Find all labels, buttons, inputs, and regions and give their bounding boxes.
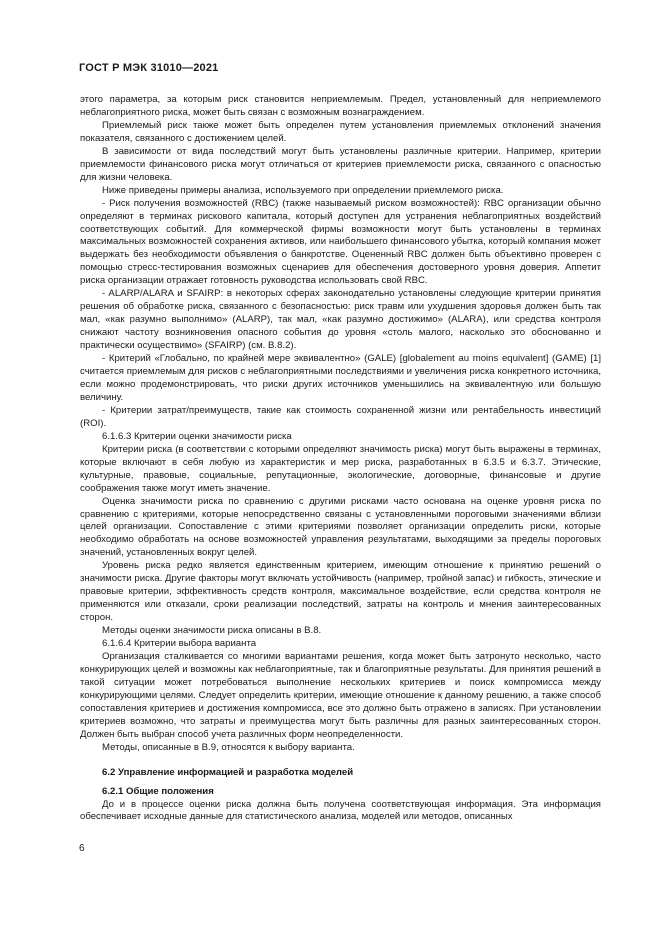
page-body: [80, 94, 601, 824]
paragraph: Методы, описанные в В.9, относятся к выбору варианта.: [102, 741, 355, 753]
list-item: - ALARP/ALARA и SFAIRP: в некоторых сферах законодательно установлены следующие критерии принятия решения об обработке риска, связанного с безопасностью: риск травм или ухудшения здоровья должен быть так мал, «как разумно выполнимо» (ALARP), так мал, «как разумно достижимо» (ALARA), или средства контроля снижают частоту возникновения опасного события до уровня «столь малого, насколько это обоснованно и практически осуществимо» (SFAIRP) (см. В.8.2).: [80, 288, 601, 352]
paragraph: Методы оценки значимости риска описаны в В.8.: [102, 625, 322, 637]
standard-header: ГОСТ Р МЭК 31010—2021: [79, 62, 219, 74]
paragraph: Организация сталкивается со многими вариантами решения, когда может быть затронуто несколько, часто конкурирующих целей и возможны как неблагоприятные, так и благоприятные результаты. Для принятия решений в такой ситуации может потребоваться выполнение нескольких критериев и поиск компромисса между конкурирующими целями. Следует определить критерии, имеющие отношение к данному решению, а также способ сопоставления критериев и достижения компромисса, все это должно быть отражено в записях. При установлении критериев возможно, что затраты и преимущества могут быть различны для разных заинтересованных сторон. Должен быть выбран способ учета различных форм неопределенности.: [80, 650, 601, 740]
page-number: 6: [79, 843, 85, 854]
paragraph: Приемлемый риск также может быть определен путем установления приемлемых отклонений значения показателя, связанного с достижением целей.: [80, 119, 601, 144]
paragraph: До и в процессе оценки риска должна быть получена соответствующая информация. Эта информация обеспечивает исходные данные для статистического анализа, моделей или методов, описанных: [80, 798, 601, 823]
list-item: - Критерий «Глобально, по крайней мере эквивалентно» (GALE) [globalement au moins equivalent] (GAME) [1] считается приемлемым для рисков с неблагоприятными последствиями и увеличения риска конкретного источника, если можно продемонстрировать, что риски других источников уменьшились на эквивалентную или большую величину.: [80, 353, 601, 403]
paragraph: Оценка значимости риска по сравнению с другими рисками часто основана на оценке уровня риска по сравнению с критериями, которые непосредственно связаны с установленными пороговыми значениями вблизи целей организации. Сопоставление с этими критериями позволяет организации определить риски, которые необходимо обработать на основе возможностей управления результатами, выходящими за пределы пороговых значений, установленных вокруг целей.: [80, 495, 601, 559]
subsection-heading: 6.2.1 Общие положения: [102, 785, 214, 797]
list-item: - Критерии затрат/преимуществ, такие как стоимость сохраненной жизни или рентабельность инвестиций (ROI).: [80, 404, 601, 429]
paragraph: Уровень риска редко является единственным критерием, имеющим отношение к принятию решений о значимости риска. Другие факторы могут включать устойчивость (например, тройной запас) и гибкость, этические и правовые критерии, эффективность средств контроля, максимальное воздействие, если средства контроля не применяются или отказали, сроки реализации последствий, затраты на контроль и мнения заинтересованных сторон.: [80, 560, 601, 624]
section-heading: 6.2 Управление информацией и разработка моделей: [102, 766, 354, 778]
paragraph: Критерии риска (в соответствии с которыми определяют значимость риска) могут быть выражены в терминах, которые включают в себя любую из характеристик и мер риска, разработанных в 6.3.5 и 6.3.7. Этические, культурные, правовые, социальные, репутационные, экологические, договорные, финансовые и другие соображения также могут иметь значение.: [80, 443, 601, 494]
subsection-heading: 6.1.6.3 Критерии оценки значимости риска: [102, 430, 292, 442]
paragraph: Ниже приведены примеры анализа, используемого при определении приемлемого риска.: [102, 184, 504, 196]
paragraph: этого параметра, за которым риск становится неприемлемым. Предел, установленный для неприемлемого неблагоприятного риска, может быть связан с возможным вознаграждением.: [80, 94, 601, 118]
list-item: - Риск получения возможностей (RBC) (также называемый риском возможностей): RBC организации обычно определяют в терминах рискового капитала, который доступен для устранения неблагоприятных воздействий соответствующих событий. Для коммерческой фирмы возможности могут быть установлены в терминах максимальных возможностей сохранения активов, или наибольшего финансового убытка, который компания может выдержать без необходимости объявления о банкротстве. Оцененный RBC должен быть объективно проверен с помощью стресс-тестирования возможных сценариев для обеспечения достоверного уровня доверия. Аппетит риска организации отражает готовность руководства использовать свой RBC.: [80, 197, 601, 287]
subsection-heading: 6.1.6.4 Критерии выбора варианта: [102, 638, 257, 650]
paragraph: В зависимости от вида последствий могут быть установлены различные критерии. Например, критерии приемлемости финансового риска могут отличаться от критериев приемлемости риска, связанного с опасностью для жизни человека.: [80, 145, 601, 183]
